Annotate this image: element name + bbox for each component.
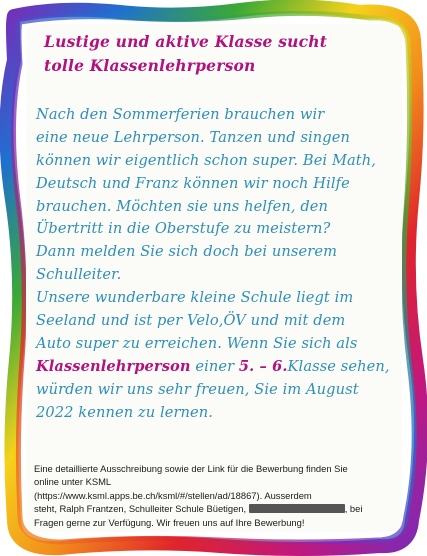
- footer-row: Fragen gerne zur Verfügung. Wir freuen uns auf Ihre Bewerbung!: [34, 516, 305, 528]
- body-line: Dann melden Sie sich doch bei unserem: [36, 243, 338, 261]
- body-line: würden wir uns sehr freuen, Sie im August: [36, 380, 359, 398]
- body-line: eine neue Lehrperson. Tanzen und singen: [36, 128, 350, 146]
- footer-link-row: (https://www.ksml.apps.be.ch/ksml/#/stellen/ad/18867). Ausserdem: [34, 489, 312, 501]
- body-line: Schulleiter.: [36, 266, 122, 284]
- body-line-highlight: [36, 356, 398, 379]
- highlight-role: Klassenlehrperson: [36, 357, 191, 375]
- body-line: Übertritt in die Oberstufe zu meistern?: [36, 220, 331, 238]
- footer-contact-end: , bei: [344, 503, 363, 515]
- body-line: können wir eigentlich schon super. Bei Math,: [36, 151, 376, 169]
- body-word: einer: [195, 357, 235, 375]
- body-word: Klasse sehen,: [287, 357, 390, 375]
- footer-contact-text: steht, Ralph Frantzen, Schulleiter Schule Büetigen,: [34, 503, 247, 515]
- body-line: Deutsch und Franz können wir noch Hilfe: [36, 174, 350, 192]
- footer-info: [34, 462, 396, 529]
- body-line: brauchen. Möchten sie uns helfen, den: [36, 197, 328, 215]
- footer-row: Eine detaillierte Ausschreibung sowie der Link für die Bewerbung finden Sie: [34, 463, 348, 474]
- highlight-grade: 5. – 6.: [238, 357, 288, 375]
- poster-body-text: [36, 104, 398, 424]
- redacted-block: [249, 504, 345, 513]
- body-line: Nach den Sommerferien brauchen wir: [36, 106, 325, 123]
- footer-row: online unter KSML: [34, 476, 112, 488]
- body-line: Auto super zu erreichen. Wenn Sie sich als: [36, 334, 358, 352]
- footer-contact-row: [34, 502, 396, 515]
- heading-line-2: tolle Klassenlehrperson: [44, 56, 256, 75]
- body-line: Seeland und ist per Velo,ÖV und mit dem: [36, 312, 346, 330]
- body-line: 2022 kennen zu lernen.: [36, 403, 214, 421]
- poster-heading: [44, 30, 394, 78]
- body-line: Unsere wunderbare kleine Schule liegt im: [36, 289, 354, 307]
- heading-line-1: Lustige und aktive Klasse sucht: [44, 32, 328, 51]
